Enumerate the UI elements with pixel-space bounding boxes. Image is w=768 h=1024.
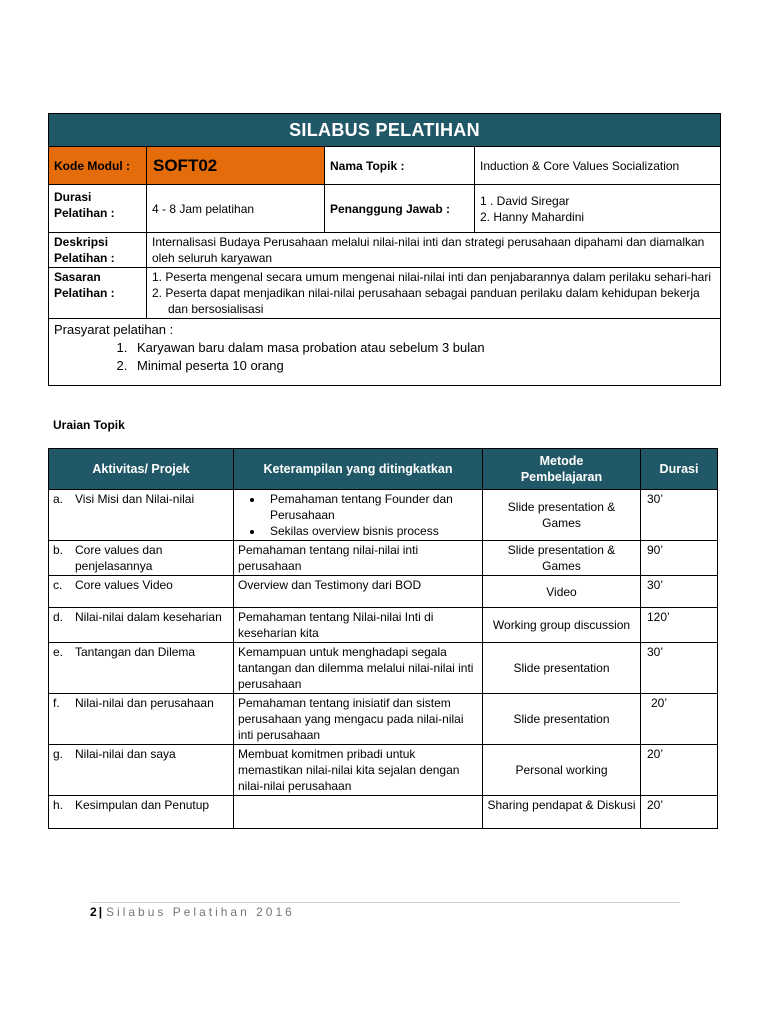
description-label: Deskripsi Pelatihan :: [49, 233, 147, 268]
module-code-label: Kode Modul :: [49, 147, 147, 185]
prerequisites-label: Prasyarat pelatihan :: [54, 322, 174, 337]
activity-name: Nilai-nilai dan perusahaan: [75, 696, 214, 710]
row-letter: e.: [53, 645, 64, 659]
goals-label: Sasaran Pelatihan :: [49, 268, 147, 319]
activity-cell: [49, 694, 234, 745]
prerequisites-section: [49, 319, 721, 386]
goals-list: [147, 268, 721, 319]
page-footer: [90, 905, 295, 919]
activity-cell: [49, 745, 234, 796]
module-code-value: SOFT02: [147, 147, 325, 185]
method-cell: Slide presentation: [483, 694, 641, 745]
activity-name: Visi Misi dan Nilai-nilai: [75, 492, 195, 506]
goal-item: 2. Peserta dapat menjadikan nilai-nilai perusahaan sebagai panduan perilaku dalam kehidupan bekerja dan bersosialisasi: [152, 286, 700, 316]
footer-divider: [90, 902, 680, 903]
responsible-person: 1 . David Siregar: [480, 193, 570, 208]
footer-separator: |: [98, 905, 103, 919]
skills-cell: Overview dan Testimony dari BOD: [234, 576, 483, 608]
responsible-person: 2. Hanny Mahardini: [480, 209, 585, 224]
skills-cell: Pemahaman tentang Nilai-nilai Inti di keseharian kita: [234, 608, 483, 643]
skill-bullet: • Sekilas overview bisnis process: [264, 523, 478, 539]
row-letter: g.: [53, 747, 64, 761]
activity-name: Nilai-nilai dan saya: [75, 747, 176, 761]
duration-value: 4 - 8 Jam pelatihan: [147, 185, 325, 233]
topic-name-value: Induction & Core Values Socialization: [475, 147, 721, 185]
table-row: [49, 608, 718, 643]
duration-cell: 30’: [641, 643, 718, 694]
column-header-duration: Durasi: [641, 449, 718, 490]
activity-name: Core values Video: [75, 578, 173, 592]
activity-name: Tantangan dan Dilema: [75, 645, 196, 659]
method-cell: Personal working: [483, 745, 641, 796]
activity-name: Core values dan penjelasannya: [75, 543, 163, 573]
section-heading: Uraian Topik: [53, 418, 125, 432]
skills-cell: Kemampuan untuk menghadapi segala tantangan dan dilemma melalui nilai-nilai inti perusahaan: [234, 643, 483, 694]
table-row: [49, 576, 718, 608]
row-letter: c.: [53, 578, 63, 592]
duration-cell: 20’: [641, 694, 718, 745]
skills-cell: Pemahaman tentang inisiatif dan sistem perusahaan yang mengacu pada nilai-nilai inti perusahaan: [234, 694, 483, 745]
skill-bullet: • Pemahaman tentang Founder dan Perusahaan: [264, 491, 478, 523]
skills-cell: [234, 490, 483, 541]
duration-cell: 120’: [641, 608, 718, 643]
table-row: [49, 796, 718, 829]
duration-cell: 90’: [641, 541, 718, 576]
row-letter: a.: [53, 492, 64, 506]
skills-cell: [234, 796, 483, 829]
table-row: [49, 490, 718, 541]
row-letter: b.: [53, 543, 64, 557]
column-header-skills: Keterampilan yang ditingkatkan: [234, 449, 483, 490]
row-letter: h.: [53, 798, 64, 812]
table-row: [49, 541, 718, 576]
topic-name-label: Nama Topik :: [325, 147, 475, 185]
activity-name: Nilai-nilai dalam keseharian: [75, 610, 222, 624]
page-number: 2: [90, 905, 97, 919]
duration-cell: 30’: [641, 490, 718, 541]
activity-cell: [49, 796, 234, 829]
method-cell: Slide presentation & Games: [483, 541, 641, 576]
responsible-value: [475, 185, 721, 233]
syllabus-title: SILABUS PELATIHAN: [49, 114, 721, 147]
duration-label: Durasi Pelatihan :: [49, 185, 147, 233]
goal-item: 1. Peserta mengenal secara umum mengenai nilai-nilai inti dan penjabarannya dalam perilaku sehari-hari: [152, 270, 711, 284]
activity-cell: [49, 576, 234, 608]
table-row: [49, 643, 718, 694]
method-cell: Sharing pendapat & Diskusi: [483, 796, 641, 829]
column-header-method: Metode Pembelajaran: [483, 449, 641, 490]
row-letter: f.: [53, 696, 60, 710]
column-header-activity: Aktivitas/ Projek: [49, 449, 234, 490]
skills-cell: Membuat komitmen pribadi untuk memastikan nilai-nilai kita sejalan dengan nilai-nilai perusahaan: [234, 745, 483, 796]
method-cell: Slide presentation: [483, 643, 641, 694]
method-cell: Video: [483, 576, 641, 608]
method-cell: Working group discussion: [483, 608, 641, 643]
table-row: [49, 745, 718, 796]
duration-cell: 30’: [641, 576, 718, 608]
duration-cell: 20’: [641, 745, 718, 796]
activity-cell: [49, 490, 234, 541]
method-cell: Slide presentation & Games: [483, 490, 641, 541]
prerequisite-item: 1. Karyawan baru dalam masa probation atau sebelum 3 bulan: [131, 339, 715, 357]
syllabus-table: [48, 113, 721, 386]
skills-cell: Pemahaman tentang nilai-nilai inti perusahaan: [234, 541, 483, 576]
activity-cell: [49, 541, 234, 576]
row-letter: d.: [53, 610, 64, 624]
prerequisite-item: 2. Minimal peserta 10 orang: [131, 357, 715, 375]
topics-table: [48, 448, 718, 829]
activity-cell: [49, 608, 234, 643]
footer-text: Silabus Pelatihan 2016: [106, 905, 295, 919]
description-value: Internalisasi Budaya Perusahaan melalui nilai-nilai inti dan strategi perusahaan dipahami dan diamalkan oleh seluruh karyawan: [147, 233, 721, 268]
duration-cell: 20’: [641, 796, 718, 829]
table-row: [49, 694, 718, 745]
activity-cell: [49, 643, 234, 694]
responsible-label: Penanggung Jawab :: [325, 185, 475, 233]
activity-name: Kesimpulan dan Penutup: [75, 798, 210, 812]
